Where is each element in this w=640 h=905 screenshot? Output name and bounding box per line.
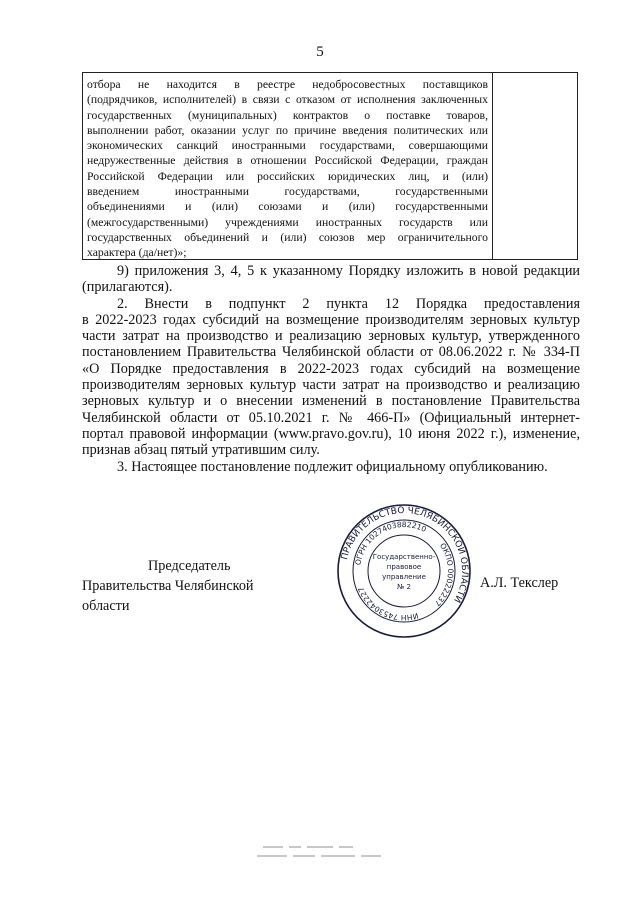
- paragraph-line: производителям зерновых культур части затрат на производство и реализацию: [82, 377, 580, 394]
- page-number: 5: [316, 44, 324, 60]
- paragraph-line: постановлением Правительства Челябинской области от 08.06.2022 г. № 334-П: [82, 344, 580, 361]
- signatory-title-line: Правительства Челябинской области: [82, 578, 254, 614]
- seal-okpo-path: ОКПО 00022237: [432, 541, 456, 608]
- table-line: Российской Федерации или российских юридических лиц, и (или): [87, 169, 488, 183]
- seal-inn-path: ИНН 7453042227: [356, 585, 420, 623]
- paragraph-line: Челябинской области от 05.10.2021 г. № 466-П» (Официальный интернет-: [82, 409, 580, 426]
- table-line: объединениями и (или) союзами и (или) государственными: [87, 200, 488, 214]
- signatory-name: А.Л. Текслер: [480, 575, 559, 591]
- seal-outer-text-path: ПРАВИТЕЛЬСТВО ЧЕЛЯБИНСКОЙ ОБЛАСТИ: [340, 505, 470, 604]
- table-line: (межгосударственными) учреждениями иностранных государств или: [87, 215, 488, 229]
- table-line: характера (да/нет)»;: [87, 246, 187, 260]
- seal-center-line: Государственно-: [372, 553, 436, 561]
- seal-ogrn-path: ОГРН 1027403882210: [353, 519, 428, 566]
- document-body: [82, 263, 580, 475]
- seal-center-line: управление: [382, 573, 426, 581]
- table-line: экономических санкций иностранными государствами, совершающими: [87, 139, 488, 153]
- table-line: введением иностранными государствами, государственными: [87, 185, 488, 199]
- paragraph-line: 3. Настоящее постановление подлежит официальному опубликованию.: [117, 458, 548, 475]
- signatory-title: [82, 556, 282, 616]
- table-line: выполнении работ, оказании услуг по причине введения политических или: [87, 123, 488, 137]
- seal-inner-ring: [368, 535, 440, 607]
- table-line: отбора не находится в реестре недобросовестных поставщиков: [87, 78, 488, 91]
- paragraph-line: 9) приложения 3, 4, 5 к указанному Порядку изложить в новой редакции: [117, 263, 580, 279]
- signatory-title-line: Председатель: [148, 558, 231, 574]
- amendment-table: [82, 72, 578, 260]
- paragraph-line: (прилагаются).: [82, 279, 173, 296]
- table-line: государственных (муниципальных) контрактов о поставке товаров,: [87, 108, 488, 122]
- seal-center-line: № 2: [397, 583, 411, 591]
- official-seal-stamp: [336, 503, 472, 639]
- paragraph-line: зерновых культур и о внесении изменений в постановление Правительства: [82, 393, 580, 410]
- paragraph-line: части затрат на производство и реализацию зерновых культур, утвержденного: [82, 328, 580, 345]
- table-line: государственных объединений и (или) союзов мер ограничительного: [87, 230, 488, 244]
- faint-print-artifact-marks: [257, 846, 381, 857]
- paragraph-line: портал правовой информации (www.pravo.gov.ru), 10 июня 2022 г.), изменение,: [82, 425, 580, 442]
- table-empty-cell: [493, 73, 577, 259]
- paragraph-line: 2. Внести в подпункт 2 пункта 12 Порядка предоставления: [117, 295, 580, 312]
- table-line: недружественные действия в отношении Российской Федерации, граждан: [87, 154, 488, 168]
- table-text-cell: [83, 73, 493, 259]
- faint-print-artifact: [255, 842, 385, 864]
- paragraph-line: признав абзац пятый утратившим силу.: [82, 442, 320, 459]
- paragraph-line: «О Порядке предоставления в 2022-2023 годах субсидий на возмещение: [82, 360, 580, 377]
- seal-okpo-text: [433, 541, 455, 608]
- seal-center-line: правовое: [386, 563, 422, 571]
- paragraph-line: в 2022-2023 годах субсидий на возмещение производителям зерновых культур: [82, 311, 580, 328]
- table-line: (подрядчиков, исполнителей) в связи с отказом от исполнения заключенных: [87, 93, 488, 107]
